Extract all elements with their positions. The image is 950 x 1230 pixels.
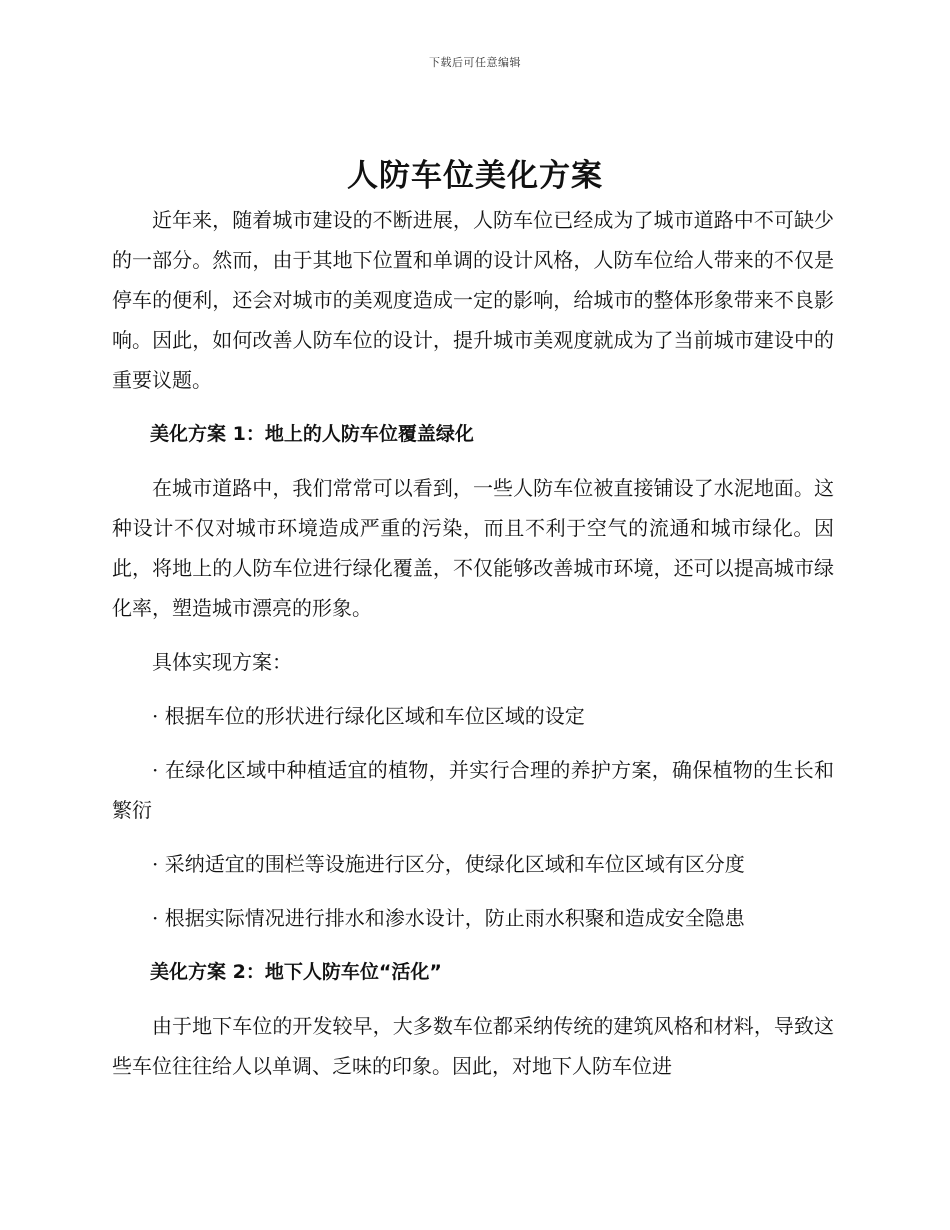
section-2-paragraph: 由于地下车位的开发较早，大多数车位都采纳传统的建筑风格和材料，导致这些车位往往给人以单调、乏味的印象。因此，对地下人防车位进 xyxy=(112,1014,834,1078)
intro-paragraph: 近年来，随着城市建设的不断进展，人防车位已经成为了城市道路中不可缺少的一部分。然而，由于其地下位置和单调的设计风格，人防车位给人带来的不仅是停车的便利，还会对城市的美观度造成一定的影响，给城市的整体形象带来不良影响。因此，如何改善人防车位的设计，提升城市美观度就成为了当前城市建设中的重要议题。 xyxy=(112,208,834,392)
page-header-note: 下载后可任意编辑 xyxy=(429,56,521,69)
section-1-paragraph: 在城市道路中，我们常常可以看到，一些人防车位被直接铺设了水泥地面。这种设计不仅对城市环境造成严重的污染，而且不利于空气的流通和城市绿化。因此，将地上的人防车位进行绿化覆盖，不仅能够改善城市环境，还可以提高城市绿化率，塑造城市漂亮的形象。 xyxy=(112,476,834,620)
list-item: · 根据实际情况进行排水和渗水设计，防止雨水积聚和造成安全隐患 xyxy=(152,906,745,930)
list-item: · 采纳适宜的围栏等设施进行区分，使绿化区域和车位区域有区分度 xyxy=(152,852,745,876)
list-intro: 具体实现方案： xyxy=(152,650,292,674)
document-title: 人防车位美化方案 xyxy=(347,158,603,194)
list-item: · 在绿化区域中种植适宜的植物，并实行合理的养护方案，确保植物的生长和繁衍 xyxy=(112,758,834,822)
list-item: · 根据车位的形状进行绿化区域和车位区域的设定 xyxy=(152,704,585,728)
section-2-heading: 美化方案 2：地下人防车位“活化” xyxy=(150,961,442,983)
document-body xyxy=(112,200,834,1086)
section-1-heading: 美化方案 1：地上的人防车位覆盖绿化 xyxy=(150,423,474,445)
